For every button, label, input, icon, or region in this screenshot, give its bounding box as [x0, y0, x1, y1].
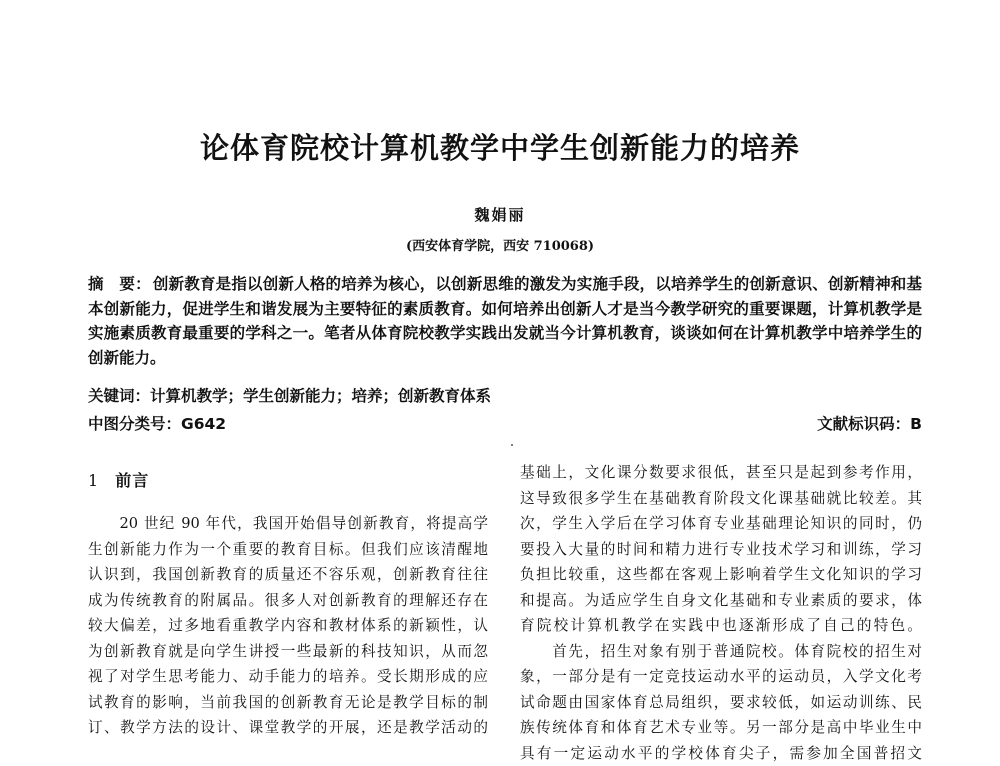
- body-line: 这导致很多学生在基础教育阶段文化课基础就比较差。其: [520, 486, 922, 512]
- author-name: 魏娟丽: [0, 204, 1000, 225]
- body-line: 为创新教育就是向学生讲授一些最新的科技知识，从而忽: [88, 639, 488, 665]
- body-line: 具有一定运动水平的学校体育尖子，需参加全国普招文: [520, 741, 922, 766]
- body-line: 成为传统教育的附属品。很多人对创新教育的理解还存在: [88, 588, 488, 614]
- body-line: 生创新能力作为一个重要的教育目标。但我们应该清醒地: [88, 537, 488, 563]
- abstract: [88, 272, 922, 371]
- body-line: 首先，招生对象有别于普通院校。体育院校的招生对: [520, 639, 922, 665]
- body-line: 族传统体育和体育艺术专业等。另一部分是高中毕业生中: [520, 715, 922, 741]
- center-mark: [511, 444, 513, 446]
- abstract-text: 创新教育是指以创新人格的培养为核心，以创新思维的激发为实施手段，以培养学生的创新意识、创新精神和基本创新能力，促进学生和谐发展为主要特征的素质教育。如何培养出创新人才是当今教学研究的重要课题，计算机教学是实施素质教育最重要的学科之一。笔者从体育院校教学实践出发就当今计算机教育，谈谈如何在计算机教学中培养学生的创新能力。: [88, 274, 922, 367]
- author-affiliation: (西安体育学院，西安 710068): [0, 235, 1000, 254]
- abstract-label: 摘 要：: [88, 275, 151, 293]
- body-line: 和提高。为适应学生自身文化基础和专业素质的要求，体: [520, 588, 922, 614]
- section-number: 1: [88, 471, 99, 490]
- body-line: 视了对学生思考能力、动手能力的培养。受长期形成的应: [88, 664, 488, 690]
- body-line: 次，学生入学后在学习体育专业基础理论知识的同时，仍: [520, 511, 922, 537]
- body-line: 订、教学方法的设计、课堂教学的开展，还是教学活动的: [88, 715, 488, 741]
- body-line: 试教育的影响，当前我国的创新教育无论是教学目标的制: [88, 690, 488, 716]
- document-code: 文献标识码：B: [817, 412, 922, 434]
- classification-row: [88, 412, 922, 436]
- body-line: 认识到，我国创新教育的质量还不容乐观，创新教育往往: [88, 562, 488, 588]
- clc-number: 中图分类号：G642: [88, 412, 226, 434]
- left-column: [88, 511, 488, 741]
- keywords-text: 计算机教学；学生创新能力；培养；创新教育体系: [150, 386, 491, 405]
- body-line: 20 世纪 90 年代，我国开始倡导创新教育，将提高学: [88, 511, 488, 537]
- body-line: 基础上，文化课分数要求很低，甚至只是起到参考作用，: [520, 460, 922, 486]
- keywords: [88, 384, 922, 406]
- body-line: 象，一部分是有一定竞技运动水平的运动员，入学文化考: [520, 664, 922, 690]
- right-column: [520, 460, 922, 766]
- body-line: 负担比较重，这些都在客观上影响着学生文化知识的学习: [520, 562, 922, 588]
- section-title: 前言: [115, 471, 149, 490]
- section-heading: [88, 468, 149, 491]
- body-line: 较大偏差，过多地看重教学内容和教材体系的新颖性，认: [88, 613, 488, 639]
- body-line: 要投入大量的时间和精力进行专业技术学习和训练，学习: [520, 537, 922, 563]
- body-line: 试命题由国家体育总局组织，要求较低，如运动训练、民: [520, 690, 922, 716]
- paper-title: 论体育院校计算机教学中学生创新能力的培养: [0, 126, 1000, 167]
- keywords-label: 关键词：: [88, 387, 150, 405]
- body-line: 育院校计算机教学在实践中也逐渐形成了自己的特色。: [520, 613, 922, 639]
